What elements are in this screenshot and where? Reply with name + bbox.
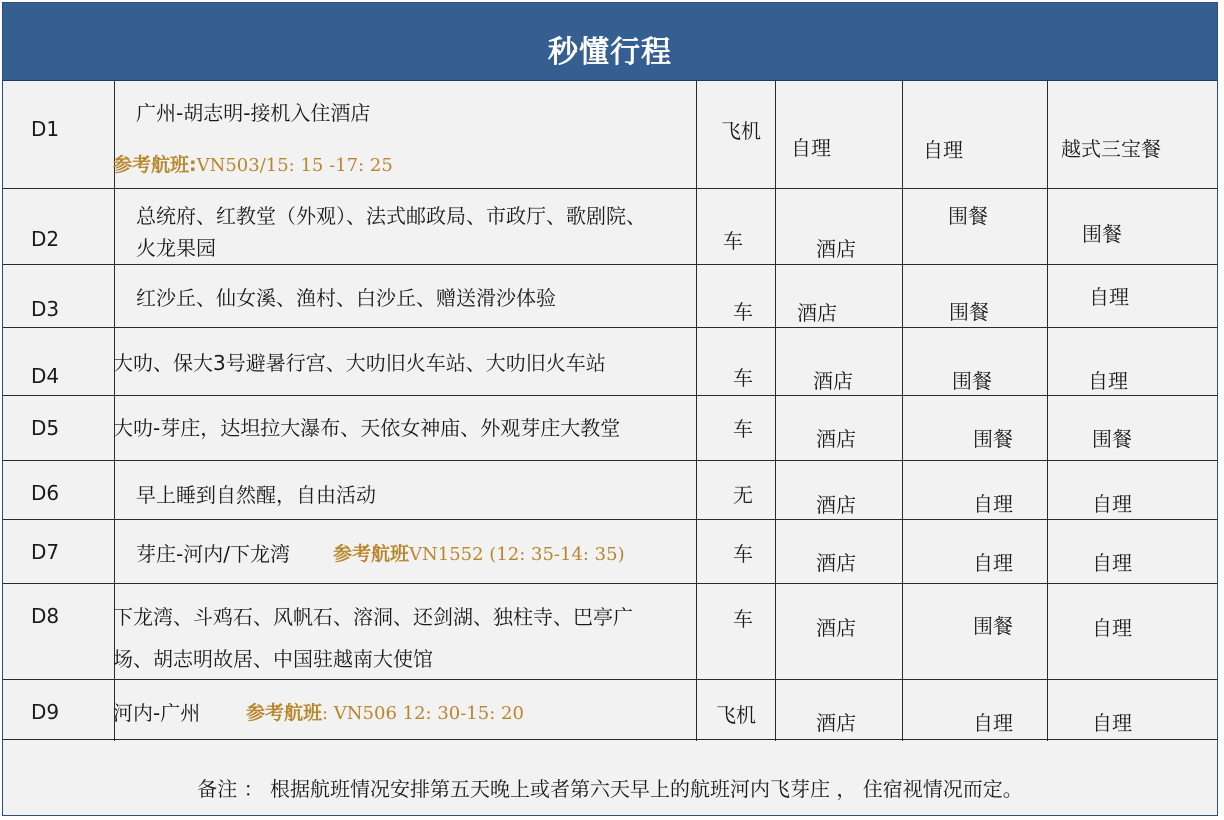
- hotel-cell: 酒店: [816, 427, 856, 451]
- dinner-cell: 自理: [1092, 551, 1132, 575]
- day-label: D4: [31, 364, 60, 388]
- hotel-cell: 酒店: [816, 493, 856, 517]
- route-text: 河内-广州: [113, 701, 201, 725]
- day-label: D7: [31, 540, 60, 564]
- dinner-cell: 自理: [1088, 369, 1128, 393]
- route-text-line1: 下龙湾、斗鸡石、风帆石、溶洞、还剑湖、独柱寺、巴亭广: [113, 605, 633, 629]
- lunch-cell: 围餐: [973, 614, 1013, 638]
- lunch-cell: 围餐: [948, 204, 988, 228]
- day-label: D6: [31, 481, 60, 505]
- dinner-cell: 自理: [1089, 285, 1129, 309]
- note-row: [3, 777, 1217, 801]
- route-text-line2: 场、胡志明故居、中国驻越南大使馆: [113, 647, 433, 671]
- route-text-line1: 总统府、红教堂（外观）、法式邮政局、市政厅、歌剧院、: [136, 204, 646, 228]
- transport-cell: 飞机: [716, 703, 756, 727]
- route-text: 广州-胡志明-接机入住酒店: [136, 101, 371, 125]
- transport-cell: 车: [733, 607, 753, 631]
- route-text: 红沙丘、仙女溪、渔村、白沙丘、赠送滑沙体验: [136, 286, 556, 310]
- note-text: 备注 ： 根据航班情况安排第五天晚上或者第六天早上的航班河内飞芽庄 ， 住宿视情况而定。: [197, 777, 1023, 801]
- hotel-cell: 酒店: [816, 616, 856, 640]
- flight-info: VN503/15: 15 -17: 25: [196, 155, 393, 176]
- transport-cell: 车: [733, 300, 753, 324]
- flight-label: 参考航班:: [113, 154, 197, 176]
- lunch-cell: 自理: [973, 711, 1013, 735]
- day-label: D8: [31, 604, 60, 628]
- flight-label: 参考航班: [333, 543, 410, 565]
- flight-reference: [113, 153, 393, 178]
- day-label: D9: [31, 700, 60, 724]
- route-text: 大叻-芽庄，达坦拉大瀑布、天依女神庙、外观芽庄大教堂: [113, 416, 621, 440]
- dinner-cell: 自理: [1092, 711, 1132, 735]
- route-text: 大叻、保大3号避暑行宫、大叻旧火车站、大叻旧火车站: [113, 351, 606, 375]
- flight-info: VN1552 (12: 35-14: 35): [409, 544, 625, 565]
- hotel-cell: 酒店: [797, 301, 837, 325]
- hotel-cell: 酒店: [813, 369, 853, 393]
- lunch-cell: 自理: [973, 492, 1013, 516]
- dinner-cell: 越式三宝餐: [1061, 137, 1161, 161]
- hotel-cell: 酒店: [816, 711, 856, 735]
- flight-info: : VN506 12: 30-15: 20: [322, 703, 524, 724]
- dinner-cell: 自理: [1092, 492, 1132, 516]
- dinner-cell: 自理: [1092, 616, 1132, 640]
- itinerary-table: [3, 81, 1217, 741]
- transport-cell: 车: [733, 366, 753, 390]
- day-label: D1: [31, 117, 60, 141]
- transport-cell: 车: [733, 417, 753, 441]
- dinner-cell: 围餐: [1092, 427, 1132, 451]
- transport-cell: 车: [733, 542, 753, 566]
- lunch-cell: 自理: [923, 138, 963, 162]
- transport-cell: 无: [733, 483, 753, 507]
- flight-reference: [333, 542, 625, 567]
- day-label: D5: [31, 416, 60, 440]
- day-label: D3: [31, 297, 60, 321]
- lunch-cell: 围餐: [949, 300, 989, 324]
- lunch-cell: 自理: [973, 551, 1013, 575]
- transport-cell: 飞机: [721, 119, 761, 143]
- route-text: 芽庄-河内/下龙湾: [136, 542, 290, 566]
- page-title: 秒懂行程: [548, 35, 672, 70]
- flight-reference: [246, 701, 524, 726]
- hotel-cell: 酒店: [816, 551, 856, 575]
- hotel-cell: 酒店: [816, 237, 856, 261]
- itinerary-sheet: [2, 2, 1218, 816]
- transport-cell: 车: [723, 229, 743, 253]
- flight-label: 参考航班: [246, 702, 323, 724]
- dinner-cell: 围餐: [1082, 222, 1122, 246]
- day-label: D2: [31, 227, 60, 251]
- lunch-cell: 围餐: [973, 427, 1013, 451]
- title-bar: [3, 3, 1217, 81]
- route-text: 早上睡到自然醒，自由活动: [136, 483, 376, 507]
- lunch-cell: 围餐: [952, 369, 992, 393]
- hotel-cell: 自理: [791, 136, 831, 160]
- route-text-line2: 火龙果园: [136, 236, 216, 260]
